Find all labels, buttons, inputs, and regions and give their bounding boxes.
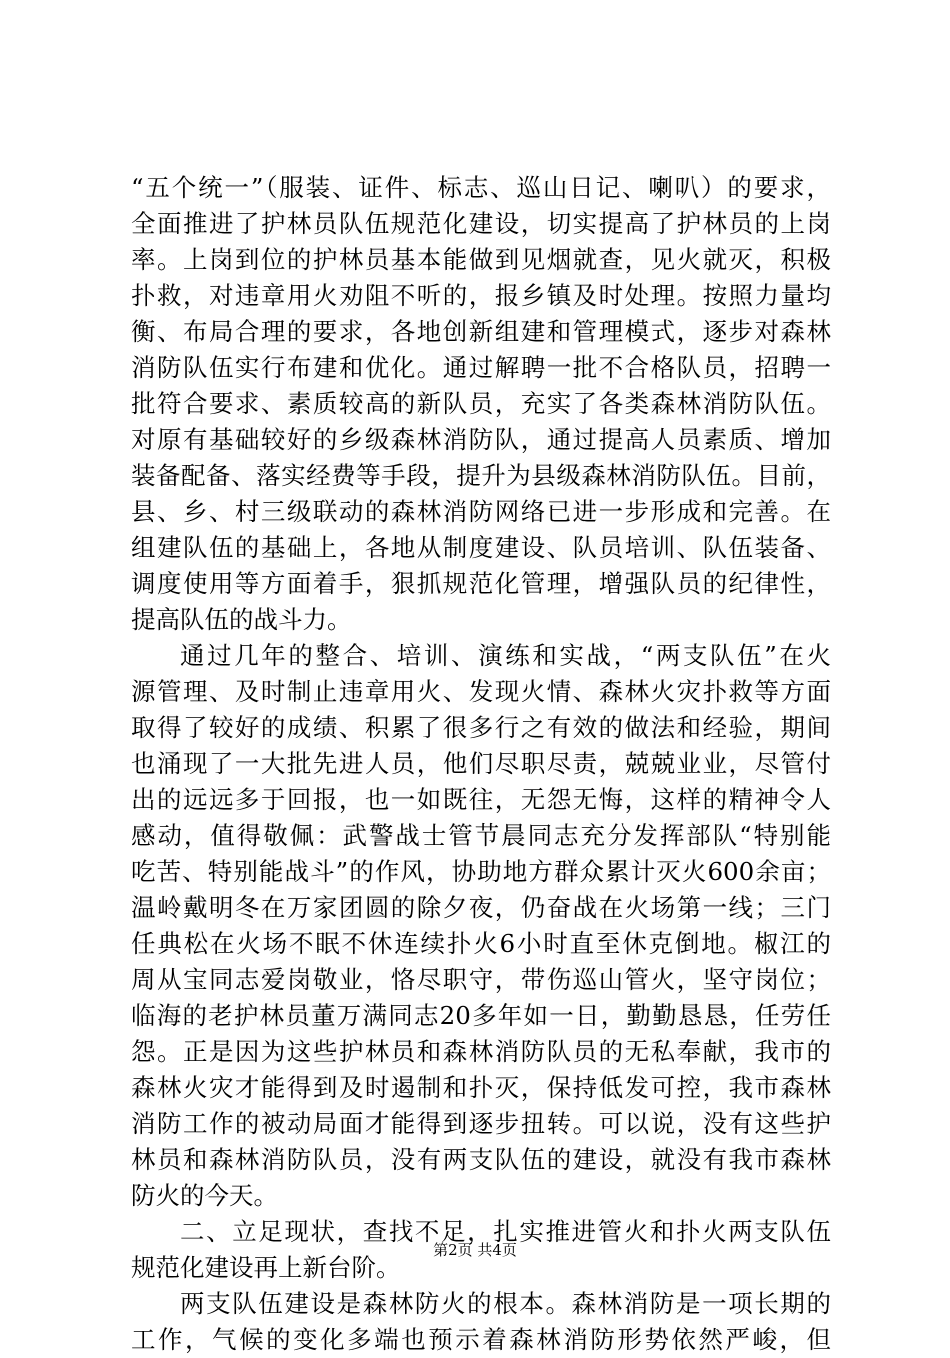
section-heading-line: 二、立足现状，查找不足，扎实推进管火和扑火两支队伍 (180, 1217, 831, 1246)
text-line: 周从宝同志爱岗敬业，恪尽职守，带伤巡山管火，坚守岗位； (131, 965, 831, 994)
text-line: 消防队伍实行布建和优化。通过解聘一批不合格队员，招聘一 (131, 353, 831, 382)
text-line: 提高队伍的战斗力。 (131, 605, 352, 634)
text-line: 任典松在火场不眠不休连续扑火6小时直至休克倒地。椒江的 (131, 929, 831, 958)
text-line: 扑救，对违章用火劝阻不听的，报乡镇及时处理。按照力量均 (131, 281, 831, 310)
text-line: 也涌现了一大批先进人员，他们尽职尽责，兢兢业业，尽管付 (131, 749, 831, 778)
text-line: 出的远远多于回报，也一如既往，无怨无悔，这样的精神令人 (131, 785, 831, 814)
text-line: 取得了较好的成绩、积累了很多行之有效的做法和经验，期间 (131, 713, 831, 742)
text-line: 怨。正是因为这些护林员和森林消防队员的无私奉献，我市的 (131, 1037, 831, 1066)
text-line: 森林火灾才能得到及时遏制和扑灭，保持低发可控，我市森林 (131, 1073, 831, 1102)
body-text (131, 170, 831, 1358)
text-line: 批符合要求、素质较高的新队员，充实了各类森林消防队伍。 (131, 389, 831, 418)
section-heading-line: 规范化建设再上新台阶。 (131, 1253, 401, 1282)
text-line: 吃苦、特别能战斗”的作风，协助地方群众累计灭火600余亩； (131, 857, 831, 886)
text-line: 林员和森林消防队员，没有两支队伍的建设，就没有我市森林 (131, 1145, 831, 1174)
text-line: 温岭戴明冬在万家团圆的除夕夜，仍奋战在火场第一线；三门 (131, 893, 831, 922)
text-line: 组建队伍的基础上，各地从制度建设、队员培训、队伍装备、 (131, 533, 831, 562)
text-line: 工作，气候的变化多端也预示着森林消防形势依然严峻，但 (131, 1325, 831, 1354)
text-line: 装备配备、落实经费等手段，提升为县级森林消防队伍。目前， (131, 461, 831, 490)
text-line: 源管理、及时制止违章用火、发现火情、森林火灾扑救等方面 (131, 677, 831, 706)
text-line: 通过几年的整合、培训、演练和实战，“两支队伍”在火 (180, 641, 831, 670)
text-line: 对原有基础较好的乡级森林消防队，通过提高人员素质、增加 (131, 425, 831, 454)
text-line: “五个统一”（服装、证件、标志、巡山日记、喇叭）的要求， (131, 173, 831, 202)
text-line: 两支队伍建设是森林防火的根本。森林消防是一项长期的 (180, 1289, 831, 1318)
page-number: 第2页 共4页 (433, 1241, 517, 1259)
text-line: 县、乡、村三级联动的森林消防网络已进一步形成和完善。在 (131, 497, 831, 526)
text-line: 消防工作的被动局面才能得到逐步扭转。可以说，没有这些护 (131, 1109, 831, 1138)
text-line: 临海的老护林员董万满同志20多年如一日，勤勤恳恳，任劳任 (131, 1001, 831, 1030)
text-line: 率。上岗到位的护林员基本能做到见烟就查，见火就灭，积极 (131, 245, 831, 274)
text-line: 全面推进了护林员队伍规范化建设，切实提高了护林员的上岗 (131, 209, 831, 238)
text-line: 感动，值得敬佩：武警战士管节晨同志充分发挥部队“特别能 (131, 821, 831, 850)
text-line: 调度使用等方面着手，狠抓规范化管理，增强队员的纪律性， (131, 569, 831, 598)
text-line: 衡、布局合理的要求，各地创新组建和管理模式，逐步对森林 (131, 317, 831, 346)
text-line: 防火的今天。 (131, 1181, 278, 1210)
